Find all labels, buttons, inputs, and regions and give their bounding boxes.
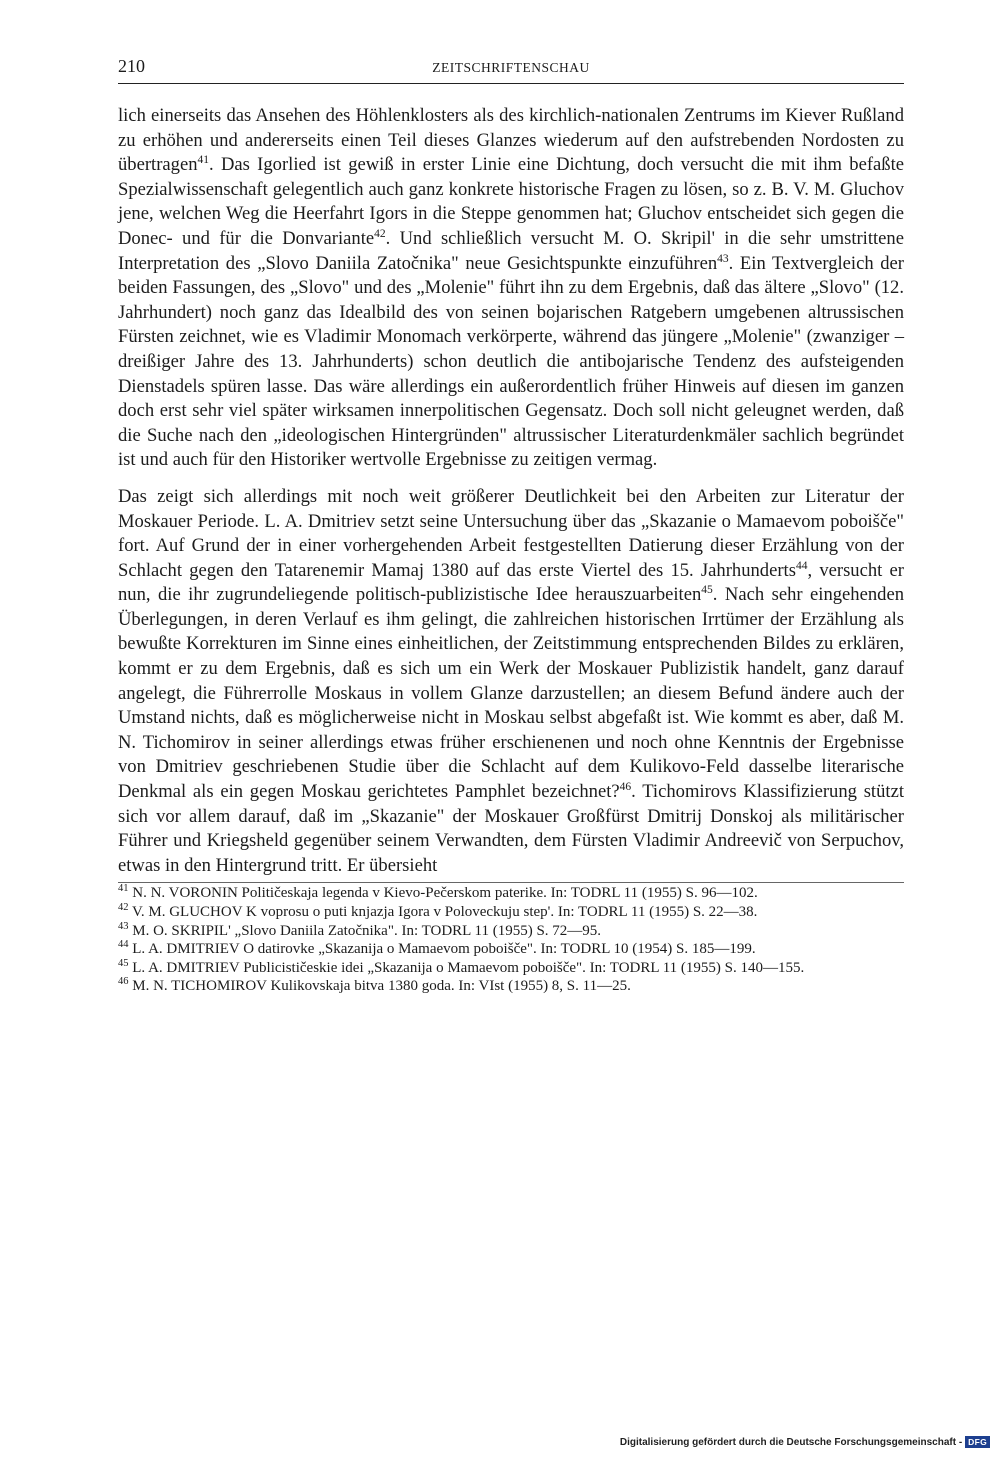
- footnote-number: 45: [118, 957, 129, 969]
- running-head: ZEITSCHRIFTENSCHAU: [432, 60, 590, 75]
- footnote: [118, 959, 904, 978]
- footnote-text: L. A. DMITRIEV Publicističeskie idei „Skazanija o Mamaevom poboišče". In: TODRL 11 (1955) S. 140—155.: [132, 959, 805, 976]
- footnote-ref: 45: [701, 584, 713, 597]
- footnote: [118, 903, 904, 922]
- footnote-text: V. M. GLUCHOV K voprosu o puti knjazja Igora v Poloveckuju step'. In: TODRL 11 (1955) S. 22—38.: [131, 904, 758, 920]
- footnotes: [118, 882, 904, 996]
- paragraph-1: [118, 104, 904, 473]
- paragraph-2: [118, 485, 904, 879]
- text-run: lich einerseits das Ansehen des Höhlenklosters als des kirchlich-nationalen Zentrums im Kiever Rußland zu erhöhen und andererseits einen Teil dieses Glanzes wiederum auf den aufstrebenden Nordosten zu übertragen: [118, 105, 904, 176]
- footnote-ref: 43: [717, 252, 729, 265]
- text-run: . Nach sehr eingehenden Überlegungen, in deren Verlauf es ihm gelingt, die zahlreichen historischen Irrtümer der Erzählung als bewußte Korrekturen im Sinne eines einheitlichen, der Zeitstimmung entsprechenden Bildes zu erklären, kommt er zu dem Ergebnis, daß es sich um ein Werk der Moskauer Publizistik handelt, ganz darauf angelegt, die Führerrolle Moskaus in vollem Glanze darzustellen; an diesem Befund ändere auch der Umstand nichts, daß es möglicherweise nicht in Moskau selbst abgefaßt ist. Wie kommt es aber, daß M. N. Tichomirov in seiner allerdings etwas früher erschienenen und noch ohne Kenntnis der Ergebnisse von Dmitriev geschriebenen Studie über die Schlacht auf dem Kulikovo-Feld dasselbe literarische Denkmal als ein gegen Moskau gerichtetes Pamphlet bezeichnet?: [118, 584, 904, 803]
- text-run: . Ein Textvergleich der beiden Fassungen, des „Slovo" und des „Molenie" führt ihn zu dem Ergebnis, daß das ältere „Slovo" (12. Jahrhundert) noch ganz das Idealbild des von seinen bojarischen Ratgebern umgebenen altrussischen Fürsten zeichnet, wie es Vladimir Monomach verkörperte, während das jüngere „Molenie" (zwanziger – dreißiger Jahre des 13. Jahrhunderts) schon deutlich die antibojarische Tendenz des aufsteigenden Dienstadels spüren lasse. Das wäre allerdings ein außerordentlich früher Hinweis auf diesen im ganzen doch erst sehr viel später wirksamen innerpolitischen Gegensatz. Doch soll nicht geleugnet werden, daß die Suche nach den „ideologischen Hintergründen" altrussischer Literaturdenkmäler sachlich begründet ist und auch für den Historiker wertvolle Ergebnisse zu zeitigen vermag.: [118, 252, 904, 471]
- dfg-logo-icon: DFG: [965, 1436, 990, 1448]
- digitization-text: Digitalisierung gefördert durch die Deutsche Forschungsgemeinschaft -: [619, 1436, 963, 1448]
- footnote-number: 46: [118, 976, 129, 988]
- footnote-number: 44: [118, 939, 129, 951]
- text-run: , versucht er nun, die ihr zugrundeliegende politisch-publizistische Idee herauszuarbeiten: [118, 559, 904, 606]
- footnote-ref: 46: [619, 780, 632, 793]
- footnote: [118, 940, 904, 959]
- digitization-notice: [620, 1436, 990, 1448]
- footnote-text: N. N. VORONIN Političeskaja legenda v Kievo-Pečerskom paterike. In: TODRL 11 (1955) S. 96—102.: [132, 885, 758, 902]
- text-run: . Das Igorlied ist gewiß in erster Linie eine Dichtung, doch versucht die mit ihm befaßte Spezialwissenschaft gelegentlich auch ganz konkrete historische Fragen zu lösen, so z. B. V. M. Gluchov jene, welchen Weg die Heerfahrt Igors in die Steppe genommen hat; Gluchov entscheidet sich gegen die Donec- und für die Donvariante: [118, 154, 904, 249]
- text-run: . Tichomirovs Klassifizierung stützt sich vor allem darauf, daß im „Skazanie" der Moskauer Großfürst Dmitrij Donskoj als militärischer Führer und Kriegsheld gegenüber seinem Verwandten, dem Fürsten Vladimir Andreevič von Serpuchov, etwas in den Hintergrund tritt. Er übersieht: [118, 781, 904, 876]
- page-header: [118, 56, 904, 84]
- footnote-text: M. O. SKRIPIL' „Slovo Daniila Zatočnika". In: TODRL 11 (1955) S. 72—95.: [132, 922, 602, 939]
- footnote-number: 43: [118, 920, 129, 932]
- footnote-ref: 44: [795, 559, 808, 572]
- footnote-number: 42: [118, 902, 129, 913]
- document-page: [118, 56, 904, 996]
- footnote-text: M. N. TICHOMIROV Kulikovskaja bitva 1380 goda. In: VIst (1955) 8, S. 11—25.: [132, 978, 631, 995]
- footnote: [118, 977, 904, 996]
- text-run: Das zeigt sich allerdings mit noch weit größerer Deutlichkeit bei den Arbeiten zur Literatur der Moskauer Periode. L. A. Dmitriev setzt seine Untersuchung über das „Skazanie o Mamaevom poboišče" fort. Auf Grund der in einer vorhergehenden Arbeit festgestellten Datierung dieser Erzählung von der Schlacht gegen den Tatarenemir Mamaj 1380 auf das erste Viertel des 15. Jahrhunderts: [118, 485, 904, 581]
- footnote: [118, 922, 904, 941]
- footnote-number: 41: [118, 883, 129, 895]
- page-number: 210: [118, 56, 145, 76]
- footnote-ref: 41: [197, 154, 210, 166]
- text-run: . Und schließlich versucht M. O. Skripil' in die sehr umstrittene Interpretation des „Slovo Daniila Zatočnika" neue Gesichtspunkte einzuführen: [118, 227, 904, 274]
- footnote: [118, 884, 904, 903]
- footnote-text: L. A. DMITRIEV O datirovke „Skazanija o Mamaevom poboišče". In: TODRL 10 (1954) S. 185—199.: [132, 941, 756, 958]
- footnote-ref: 42: [374, 227, 386, 240]
